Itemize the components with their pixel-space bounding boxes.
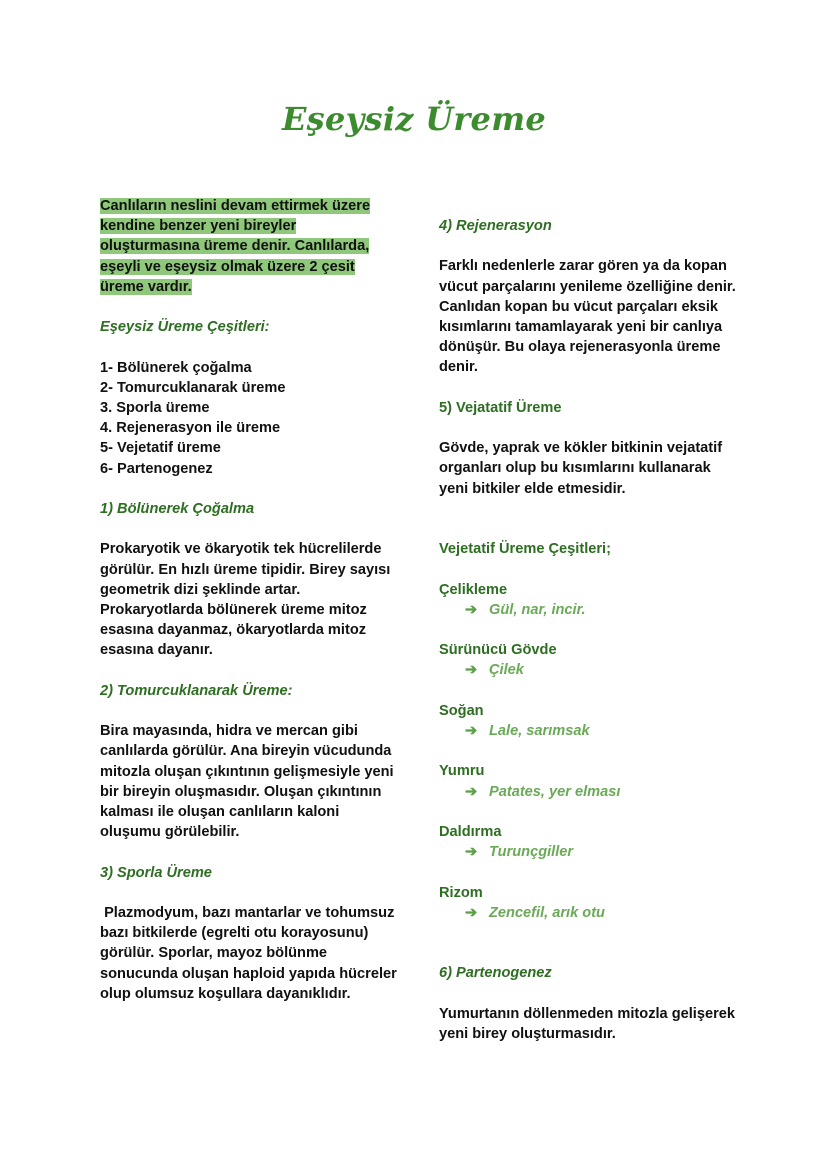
section-3-heading: 3) Sporla Üreme — [100, 864, 212, 881]
veg-type-name: Çelikleme — [439, 581, 508, 598]
veg-type-name: Soğan — [439, 702, 484, 719]
section-1-text: Prokaryotik ve ökaryotik tek hücrelilerde görülür. En hızlı üreme tipidir. Birey sayısı geometrik dizi şeklinde artar. Prokaryotlarda bölünerek üreme mitoz esasına dayanmaz, ökaryotlarda mitoz esasına dayanır. — [100, 541, 391, 659]
arrow-right-icon: ➔ — [465, 662, 478, 679]
section-3-text: Plazmodyum, bazı mantarlar ve tohumsuz bazı bitkilerde (egrelti otu korayosunu) görülür. Sporlar, mayoz bölünme sonucunda oluşan haploid yapıda hücreler olup olumsuz koşullara dayanıklıdır. — [100, 904, 401, 1002]
section-2-text: Bira mayasında, hidra ve mercan gibi canlılarda görülür. Ana bireyin vücudunda mitozla oluşan çıkıntının gelişmesiyle yeni bir bireyin oluşmasıdır. Oluşan çıkıntının kalması ile oluşan canlıların kaloni oluşumu görülebilir. — [100, 723, 394, 841]
types-list — [100, 358, 400, 479]
right-column — [439, 216, 739, 1044]
vegetative-types-heading: Vejetatif Üreme Çeşitleri; — [439, 541, 611, 558]
section-6-heading: 6) Partenogenez — [439, 965, 552, 982]
list-item: 6- Partenogenez — [100, 460, 213, 477]
intro-highlight: Canlıların neslini devam ettirmek üzere kendine benzer yeni bireyler oluşturmasına üreme denir. Canlılarda, eşeyli ve eşeysiz olmak üzere 2 çesit üreme vardır. — [100, 198, 371, 295]
list-item: 5- Vejetatif üreme — [100, 440, 221, 457]
section-5-heading: 5) Vejatatif Üreme — [439, 399, 562, 416]
veg-type-name: Rizom — [439, 884, 483, 901]
veg-type-example: ➔ Zencefil, arık otu — [439, 903, 739, 923]
veg-type-example: ➔ Lale, sarımsak — [439, 721, 739, 741]
veg-type-example: ➔ Patates, yer elması — [439, 782, 739, 802]
veg-type-example: ➔ Gül, nar, incir. — [439, 600, 739, 620]
section-2-heading: 2) Tomurcuklanarak Üreme: — [100, 682, 293, 699]
list-item: 1- Bölünerek çoğalma — [100, 359, 252, 376]
arrow-right-icon: ➔ — [465, 783, 478, 800]
veg-type-example: ➔ Çilek — [439, 660, 739, 680]
veg-type-name: Daldırma — [439, 823, 502, 840]
arrow-right-icon: ➔ — [465, 722, 478, 739]
left-column — [100, 196, 400, 1004]
arrow-right-icon: ➔ — [465, 904, 478, 921]
veg-type-name: Yumru — [439, 763, 485, 780]
list-item: 3. Sporla üreme — [100, 400, 210, 416]
page-title: Eşeysiz Üreme — [281, 100, 547, 138]
list-item: 2- Tomurcuklanarak üreme — [100, 379, 286, 396]
section-4-text: Farklı nedenlerle zarar gören ya da kopan vücut parçalarını yenileme özelliğine denir. Canlıdan kopan bu vücut parçaları eksik kısımlarını tamamlayarak yeni bir canlıya dönüşür. Bu olaya rejenerasyonla üreme denir. — [439, 258, 736, 376]
intro-paragraph — [100, 196, 400, 297]
types-heading: Eşeysiz Üreme Çeşitleri: — [100, 319, 270, 336]
arrow-right-icon: ➔ — [465, 601, 478, 618]
arrow-right-icon: ➔ — [465, 844, 478, 861]
veg-type-name: Sürünücü Gövde — [439, 642, 557, 659]
veg-type-example: ➔ Turunçgiller — [439, 842, 739, 862]
section-6-text: Yumurtanın döllenmeden mitozla gelişerek yeni birey oluşturmasıdır. — [439, 1005, 736, 1042]
section-4-heading: 4) Rejenerasyon — [439, 218, 552, 234]
section-5-text: Gövde, yaprak ve kökler bitkinin vejatatif organları olup bu kısımlarını kullanarak yeni bitkiler elde etmesidir. — [439, 440, 723, 497]
section-1-heading: 1) Bölünerek Çoğalma — [100, 501, 255, 517]
list-item: 4. Rejenerasyon ile üreme — [100, 420, 281, 437]
